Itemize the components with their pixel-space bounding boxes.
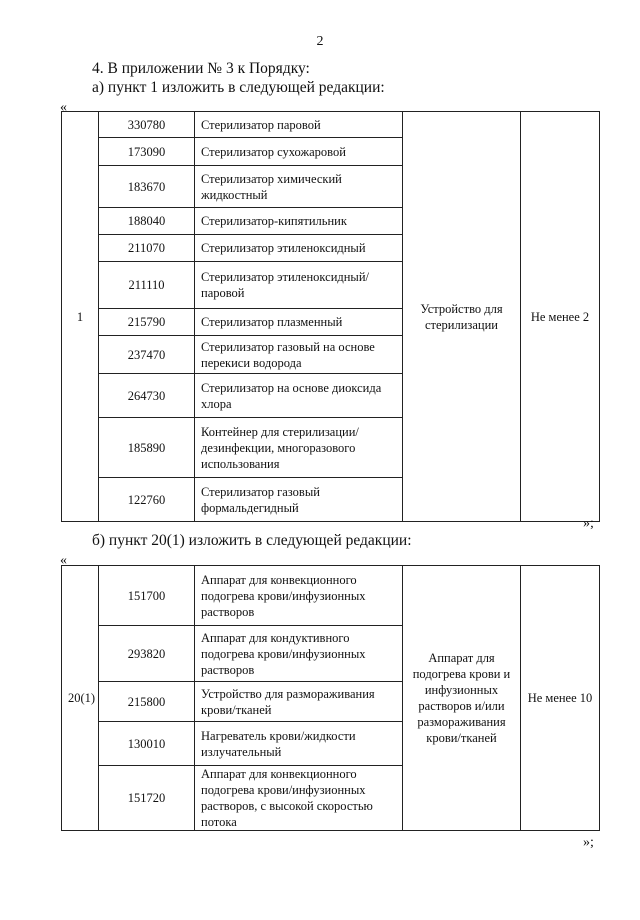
- device-name-cell: Аппарат для конвекционного подогрева крови/инфузионных растворов: [195, 566, 403, 626]
- quantity-cell: Не менее 2: [521, 112, 600, 522]
- device-code-cell: 151720: [99, 766, 195, 831]
- device-name-cell: Аппарат для конвекционного подогрева крови/инфузионных растворов, с высокой скоростью потока: [195, 766, 403, 831]
- device-name-cell: Устройство для размораживания крови/тканей: [195, 682, 403, 722]
- section-heading: 4. В приложении № 3 к Порядку:: [92, 60, 310, 77]
- device-type-cell: Аппарат для подогрева крови и инфузионных растворов и/или размораживания крови/тканей: [403, 566, 521, 831]
- section-a-table: [61, 111, 600, 522]
- device-name-cell: Стерилизатор-кипятильник: [195, 208, 403, 235]
- device-code-cell: 185890: [99, 418, 195, 478]
- item-number-cell: 20(1): [62, 566, 99, 831]
- device-code-cell: 215790: [99, 309, 195, 336]
- device-code-cell: 215800: [99, 682, 195, 722]
- section-b-close-quote: »;: [583, 835, 594, 850]
- quantity-cell: Не менее 10: [521, 566, 600, 831]
- section-b-open-quote: «: [60, 553, 67, 568]
- device-code-cell: 330780: [99, 112, 195, 138]
- device-name-cell: Стерилизатор этиленоксидный: [195, 235, 403, 262]
- device-name-cell: Нагреватель крови/жидкости излучательный: [195, 722, 403, 766]
- device-name-cell: Стерилизатор химический жидкостный: [195, 166, 403, 208]
- section-a-open-quote: «: [60, 100, 67, 115]
- device-code-cell: 130010: [99, 722, 195, 766]
- device-code-cell: 211070: [99, 235, 195, 262]
- device-name-cell: Стерилизатор на основе диоксида хлора: [195, 374, 403, 418]
- device-code-cell: 211110: [99, 262, 195, 309]
- device-code-cell: 122760: [99, 478, 195, 522]
- table-row: [62, 112, 600, 138]
- device-type-cell: Устройство для стерилизации: [403, 112, 521, 522]
- device-name-cell: Аппарат для кондуктивного подогрева крови/инфузионных растворов: [195, 626, 403, 682]
- table-row: [62, 566, 600, 626]
- section-b-table: [61, 565, 600, 831]
- device-name-cell: Стерилизатор газовый на основе перекиси водорода: [195, 336, 403, 374]
- device-name-cell: Стерилизатор плазменный: [195, 309, 403, 336]
- section-b-instruction: б) пункт 20(1) изложить в следующей редакции:: [92, 532, 412, 549]
- device-name-cell: Стерилизатор паровой: [195, 112, 403, 138]
- section-a-instruction: а) пункт 1 изложить в следующей редакции:: [92, 79, 385, 96]
- section-a-close-quote: »;: [583, 516, 594, 531]
- device-name-cell: Контейнер для стерилизации/дезинфекции, многоразового использования: [195, 418, 403, 478]
- device-code-cell: 293820: [99, 626, 195, 682]
- page-number: 2: [316, 34, 324, 49]
- device-code-cell: 173090: [99, 138, 195, 166]
- device-code-cell: 264730: [99, 374, 195, 418]
- device-name-cell: Стерилизатор газовый формальдегидный: [195, 478, 403, 522]
- device-name-cell: Стерилизатор сухожаровой: [195, 138, 403, 166]
- item-number-cell: 1: [62, 112, 99, 522]
- device-code-cell: 151700: [99, 566, 195, 626]
- device-name-cell: Стерилизатор этиленоксидный/паровой: [195, 262, 403, 309]
- device-code-cell: 237470: [99, 336, 195, 374]
- device-code-cell: 188040: [99, 208, 195, 235]
- device-code-cell: 183670: [99, 166, 195, 208]
